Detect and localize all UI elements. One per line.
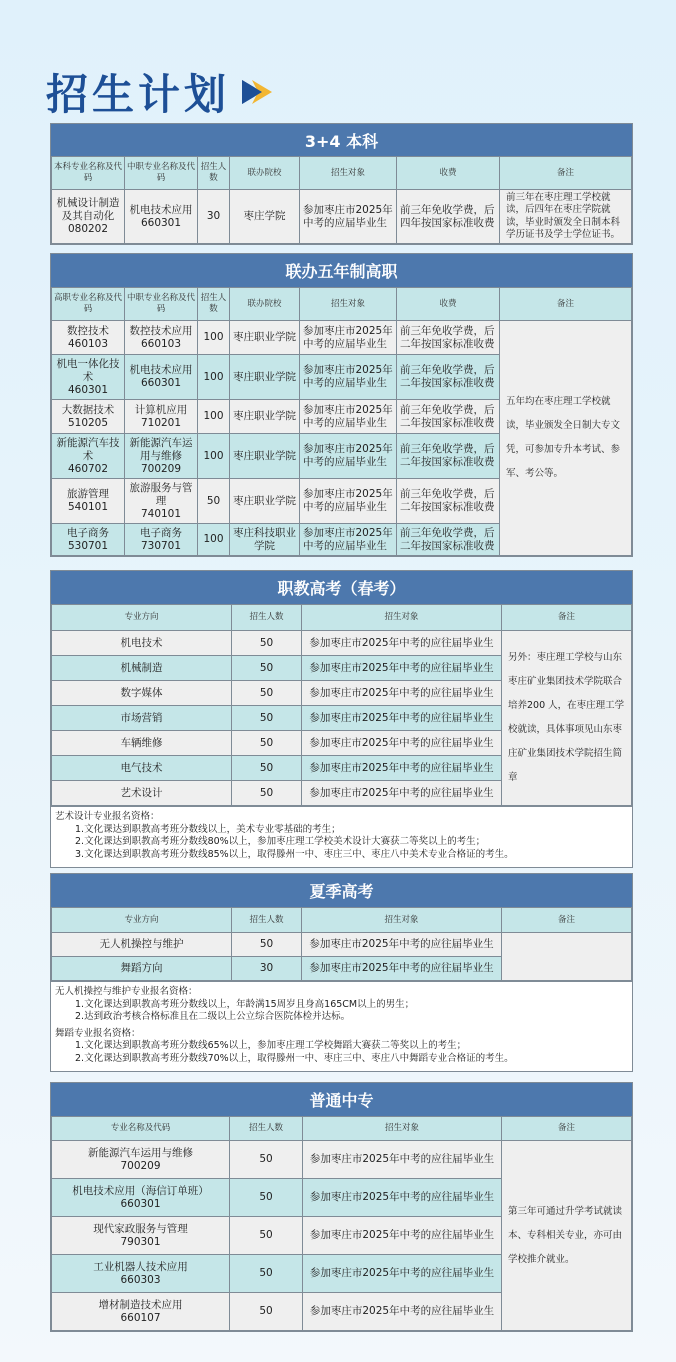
col-header: 招生对象: [302, 605, 502, 631]
note-cell: 第三年可通过升学考试就读本、专科相关专业，亦可由学校推介就业。: [502, 1141, 632, 1331]
sec-major-cell: [125, 190, 198, 244]
target-cell: 参加枣庄市2025年中考的应届毕业生: [300, 321, 397, 355]
target-cell: 参加枣庄市2025年中考的应往届毕业生: [302, 631, 502, 656]
col-header: 招生人数: [232, 908, 302, 933]
partner-cell: 枣庄学院: [230, 190, 300, 244]
requirement-heading: 舞蹈专业报名资格：: [55, 1027, 141, 1039]
count-cell: 100: [198, 400, 230, 434]
col-header: 联办院校: [230, 288, 300, 321]
col-header: 招生对象: [303, 1117, 502, 1141]
requirement-item: 1.文化课达到职教高考班分数线以上，美术专业零基础的考生；: [75, 823, 341, 835]
target-cell: 参加枣庄市2025年中考的应届毕业生: [300, 524, 397, 556]
table-row: [52, 1141, 632, 1179]
col-header: 招生人数: [230, 1117, 303, 1141]
col-header: 招生人数: [232, 605, 302, 631]
col-header: 高职专业名称及代码: [52, 288, 125, 321]
sec-major-code: 660301: [140, 377, 182, 389]
section-title: 联办五年制高职: [51, 254, 632, 287]
col-header: 招生对象: [302, 908, 502, 933]
partner-cell: 枣庄职业学院: [230, 355, 300, 400]
major-name: 工业机器人技术应用: [93, 1260, 188, 1273]
major-name: 大数据技术: [61, 403, 115, 416]
target-cell: 参加枣庄市2025年中考的应届毕业生: [300, 400, 397, 434]
fee-cell: 前三年免收学费，后四年按国家标准收费: [397, 190, 500, 244]
section-title: 夏季高考: [51, 874, 632, 907]
sec-major-code: 700209: [140, 462, 182, 475]
major-name: 机电一体化技术: [56, 357, 120, 383]
fee-cell: 前三年免收学费，后二年按国家标准收费: [397, 321, 500, 355]
target-cell: 参加枣庄市2025年中考的应往届毕业生: [302, 957, 502, 981]
requirements-box: [51, 806, 632, 867]
major-code: 660303: [120, 1273, 161, 1286]
count-cell: 50: [232, 933, 302, 957]
requirements-box: [51, 981, 632, 1071]
major-cell: 电气技术: [52, 756, 232, 781]
section-title: 普通中专: [51, 1083, 632, 1116]
count-cell: 50: [232, 656, 302, 681]
major-name: 现代家政服务与管理: [93, 1222, 188, 1235]
note-cell: 前三年在枣庄理工学校就读，后四年在枣庄学院就读，毕业时颁发全日制本科学历证书及学士学位证书。: [500, 190, 632, 244]
table-header-row: [52, 908, 632, 933]
target-cell: 参加枣庄市2025年中考的应往届毕业生: [303, 1179, 502, 1217]
major-code: 530701: [67, 539, 109, 552]
col-header: 招生人数: [198, 288, 230, 321]
sec-major-cell: [125, 524, 198, 556]
col-header: 中职专业名称及代码: [125, 157, 198, 190]
major-name: 机械设计制造及其自动化: [56, 197, 120, 222]
count-cell: 50: [230, 1255, 303, 1293]
major-cell: 舞蹈方向: [52, 957, 232, 981]
section-summer-exam: [50, 873, 633, 1072]
target-cell: 参加枣庄市2025年中考的应往届毕业生: [302, 681, 502, 706]
table-header-row: [52, 288, 632, 321]
col-header: 招生人数: [198, 157, 230, 190]
target-cell: 参加枣庄市2025年中考的应往届毕业生: [302, 731, 502, 756]
section-3plus4: [50, 123, 633, 245]
table-five-year: [51, 287, 632, 556]
target-cell: 参加枣庄市2025年中考的应往届毕业生: [303, 1217, 502, 1255]
count-cell: 100: [198, 524, 230, 556]
partner-cell: 枣庄科技职业学院: [230, 524, 300, 556]
sec-major-name: 电子商务: [140, 526, 182, 539]
partner-cell: 枣庄职业学院: [230, 400, 300, 434]
major-code: 700209: [120, 1159, 161, 1172]
section-general-secondary: [50, 1082, 633, 1332]
page-title-text: 招生计划: [46, 70, 231, 119]
target-cell: 参加枣庄市2025年中考的应届毕业生: [300, 434, 397, 479]
col-header: 本科专业名称及代码: [52, 157, 125, 190]
count-cell: 50: [232, 756, 302, 781]
section-spring-exam: [50, 570, 633, 868]
count-cell: 50: [230, 1217, 303, 1255]
target-cell: 参加枣庄市2025年中考的应届毕业生: [300, 190, 397, 244]
table-general-secondary: [51, 1116, 632, 1331]
sec-major-cell: [125, 355, 198, 400]
count-cell: 100: [198, 434, 230, 479]
count-cell: 30: [232, 957, 302, 981]
major-code: 660107: [120, 1311, 161, 1324]
col-header: 专业方向: [52, 605, 232, 631]
major-cell: [52, 321, 125, 355]
target-cell: 参加枣庄市2025年中考的应往届毕业生: [302, 656, 502, 681]
col-header: 联办院校: [230, 157, 300, 190]
table-3plus4: [51, 156, 632, 244]
major-code: 460702: [67, 462, 109, 475]
major-name: 数控技术: [67, 324, 109, 337]
col-header: 中职专业名称及代码: [125, 288, 198, 321]
major-name: 新能源汽车运用与维修: [88, 1146, 193, 1159]
sec-major-code: 740101: [140, 507, 182, 520]
fee-cell: 前三年免收学费，后二年按国家标准收费: [397, 355, 500, 400]
fee-cell: 前三年免收学费，后二年按国家标准收费: [397, 479, 500, 524]
page-title: [46, 62, 274, 122]
major-code: 080202: [67, 223, 109, 235]
partner-cell: 枣庄职业学院: [230, 479, 300, 524]
major-cell: 机电技术: [52, 631, 232, 656]
section-title: 3+4 本科: [51, 124, 632, 156]
requirement-item: 2.文化课达到职教高考班分数线80%以上，参加枣庄理工学校美术设计大赛获二等奖以上的考生；: [75, 836, 486, 847]
requirement-item: 1.文化课达到职教高考班分数线以上，年龄满15周岁且身高165CM以上的男生；: [75, 998, 415, 1010]
target-cell: 参加枣庄市2025年中考的应往届毕业生: [302, 706, 502, 731]
count-cell: 50: [232, 681, 302, 706]
major-cell: 无人机操控与维护: [52, 933, 232, 957]
table-row: [52, 321, 632, 355]
major-code: 510205: [67, 416, 109, 429]
major-cell: 数字媒体: [52, 681, 232, 706]
target-cell: 参加枣庄市2025年中考的应往届毕业生: [302, 933, 502, 957]
count-cell: 50: [232, 781, 302, 806]
sec-major-name: 机电技术应用: [129, 203, 193, 216]
requirement-group: [55, 1028, 626, 1066]
col-header: 备注: [500, 157, 632, 190]
note-cell: 五年均在枣庄理工学校就读，毕业颁发全日制大专文凭，可参加专升本考试、参军、考公等。: [500, 321, 632, 556]
major-cell: [52, 1179, 230, 1217]
major-cell: [52, 1217, 230, 1255]
major-cell: [52, 1255, 230, 1293]
major-code: 540101: [67, 501, 109, 513]
partner-cell: 枣庄职业学院: [230, 321, 300, 355]
major-cell: 市场营销: [52, 706, 232, 731]
section-title: 职教高考（春考）: [51, 571, 632, 604]
fee-cell: 前三年免收学费，后二年按国家标准收费: [397, 400, 500, 434]
col-header: 备注: [502, 1117, 632, 1141]
requirement-item: 2.达到政治考核合格标准且在二级以上公立综合医院体检并达标。: [75, 1011, 351, 1022]
count-cell: 100: [198, 321, 230, 355]
requirement-group: [55, 811, 626, 861]
sec-major-cell: [125, 479, 198, 524]
major-code: 790301: [120, 1235, 161, 1248]
sec-major-name: 机电技术应用: [129, 364, 193, 376]
major-cell: [52, 524, 125, 556]
fee-cell: 前三年免收学费，后二年按国家标准收费: [397, 434, 500, 479]
table-row: [52, 190, 632, 244]
major-code: 660301: [120, 1197, 161, 1210]
target-cell: 参加枣庄市2025年中考的应届毕业生: [300, 479, 397, 524]
col-header: 专业方向: [52, 908, 232, 933]
table-header-row: [52, 605, 632, 631]
col-header: 备注: [500, 288, 632, 321]
col-header: 招生对象: [300, 157, 397, 190]
major-cell: [52, 1141, 230, 1179]
sec-major-name: 计算机应用: [134, 403, 188, 416]
col-header: 收费: [397, 157, 500, 190]
table-spring-exam: [51, 604, 632, 806]
count-cell: 50: [232, 731, 302, 756]
col-header: 招生对象: [300, 288, 397, 321]
major-cell: [52, 434, 125, 479]
section-five-year: [50, 253, 633, 557]
target-cell: 参加枣庄市2025年中考的应往届毕业生: [303, 1293, 502, 1331]
table-header-row: [52, 157, 632, 190]
sec-major-cell: [125, 321, 198, 355]
target-cell: 参加枣庄市2025年中考的应往届毕业生: [303, 1255, 502, 1293]
major-cell: [52, 355, 125, 400]
sec-major-name: 新能源汽车运用与维修: [129, 436, 193, 462]
sec-major-code: 660103: [140, 337, 182, 350]
major-cell: 机械制造: [52, 656, 232, 681]
count-cell: 50: [230, 1293, 303, 1331]
target-cell: 参加枣庄市2025年中考的应往届毕业生: [302, 781, 502, 806]
sec-major-code: 730701: [140, 539, 182, 552]
table-summer-exam: [51, 907, 632, 981]
major-name: 机电技术应用（海信订单班）: [72, 1184, 209, 1197]
table-row: [52, 631, 632, 656]
count-cell: 50: [232, 706, 302, 731]
count-cell: 50: [230, 1179, 303, 1217]
note-cell: 另外：枣庄理工学校与山东枣庄矿业集团技术学院联合培养200 人，在枣庄理工学校就读，具体事项见山东枣庄矿业集团技术学院招生简章: [502, 631, 632, 806]
note-cell: [502, 933, 632, 981]
count-cell: 50: [230, 1141, 303, 1179]
major-cell: [52, 1293, 230, 1331]
major-cell: [52, 479, 125, 524]
sec-major-cell: [125, 434, 198, 479]
sec-major-name: 数控技术应用: [129, 324, 193, 337]
requirement-heading: 艺术设计专业报名资格：: [55, 811, 160, 822]
col-header: 专业名称及代码: [52, 1117, 230, 1141]
major-cell: 车辆维修: [52, 731, 232, 756]
table-row: [52, 933, 632, 957]
target-cell: 参加枣庄市2025年中考的应往届毕业生: [303, 1141, 502, 1179]
requirement-item: 3.文化课达到职教高考班分数线85%以上，取得滕州一中、枣庄三中、枣庄八中美术专业合格证的考生。: [75, 848, 514, 860]
sec-major-code: 710201: [140, 416, 182, 429]
requirement-group: [55, 986, 626, 1024]
count-cell: 100: [198, 355, 230, 400]
major-code: 460103: [67, 337, 109, 350]
major-cell: [52, 190, 125, 244]
count-cell: 50: [232, 631, 302, 656]
requirement-heading: 无人机操控与维护专业报名资格：: [55, 986, 198, 997]
target-cell: 参加枣庄市2025年中考的应届毕业生: [300, 355, 397, 400]
col-header: 备注: [502, 908, 632, 933]
major-cell: 艺术设计: [52, 781, 232, 806]
table-header-row: [52, 1117, 632, 1141]
sec-major-code: 660301: [140, 216, 182, 229]
major-cell: [52, 400, 125, 434]
sec-major-name: 旅游服务与管理: [129, 481, 193, 507]
major-name: 旅游管理: [67, 488, 109, 500]
count-cell: 30: [198, 190, 230, 244]
requirement-item: 1.文化课达到职教高考班分数线65%以上，参加枣庄理工学校舞蹈大赛获二等奖以上的考生；: [75, 1040, 467, 1051]
col-header: 收费: [397, 288, 500, 321]
major-name: 增材制造技术应用: [98, 1298, 183, 1311]
fee-cell: 前三年免收学费，后二年按国家标准收费: [397, 524, 500, 556]
arrow-icon: [238, 78, 274, 106]
target-cell: 参加枣庄市2025年中考的应往届毕业生: [302, 756, 502, 781]
major-code: 460301: [67, 383, 109, 396]
count-cell: 50: [198, 479, 230, 524]
major-name: 新能源汽车技术: [56, 436, 120, 462]
sec-major-cell: [125, 400, 198, 434]
major-name: 电子商务: [67, 526, 109, 539]
col-header: 备注: [502, 605, 632, 631]
partner-cell: 枣庄职业学院: [230, 434, 300, 479]
requirement-item: 2.文化课达到职教高考班分数线70%以上，取得滕州一中、枣庄三中、枣庄八中舞蹈专业合格证的考生。: [75, 1052, 514, 1064]
